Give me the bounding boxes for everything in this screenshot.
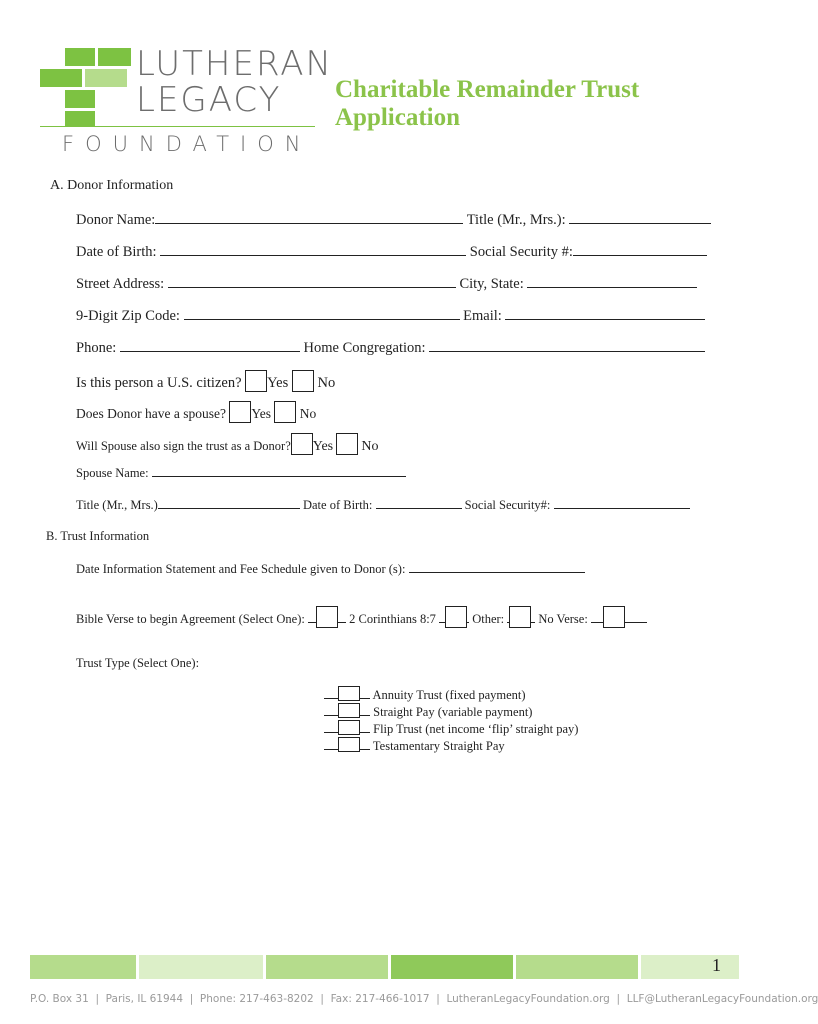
donor-name-row xyxy=(76,210,711,229)
footer-contact: P.O. Box 31 | Paris, IL 61944 | Phone: 217-463-8202 | Fax: 217-466-1017 | LutheranLegacyFoundation.org | LLF@LutheranLegacyFoundation.org xyxy=(30,993,818,1005)
title-field[interactable] xyxy=(569,210,711,224)
spouse-question: Does Donor have a spouse? xyxy=(76,406,226,421)
trust-type-option xyxy=(324,686,578,703)
bible-verse-row xyxy=(76,606,647,628)
trust-type-list xyxy=(324,686,578,754)
spouse-sign-no-checkbox[interactable] xyxy=(336,433,358,455)
footer-website[interactable]: LutheranLegacyFoundation.org xyxy=(446,993,610,1005)
footer-address: P.O. Box 31 xyxy=(30,993,89,1005)
donor-name-label: Donor Name: xyxy=(76,212,156,228)
page-number: 1 xyxy=(712,955,721,975)
spouse-name-field[interactable] xyxy=(152,465,406,477)
trust-testamentary-checkbox[interactable] xyxy=(338,737,360,752)
trust-annuity-label: Annuity Trust (fixed payment) xyxy=(372,688,526,702)
title-label: Title (Mr., Mrs.): xyxy=(466,212,566,228)
verse-other-label: Other: xyxy=(472,612,505,626)
title-line1: Charitable Remainder Trust xyxy=(335,76,640,103)
city-state-field[interactable] xyxy=(527,274,697,288)
trust-annuity-checkbox[interactable] xyxy=(338,686,360,701)
spouse-sign-yes-label: Yes xyxy=(312,439,334,454)
ssn-field[interactable] xyxy=(573,242,707,256)
congregation-field[interactable] xyxy=(429,338,705,352)
trust-flip-checkbox[interactable] xyxy=(338,720,360,735)
footer-fax: Fax: 217-466-1017 xyxy=(330,993,430,1005)
verse-label: Bible Verse to begin Agreement (Select One): xyxy=(76,612,305,626)
spouse-ssn-field[interactable] xyxy=(554,497,690,509)
logo-line2: LEGACY xyxy=(136,80,282,120)
footer-bar xyxy=(266,955,388,979)
spouse-dob-field[interactable] xyxy=(376,497,462,509)
dob-field[interactable] xyxy=(160,242,466,256)
spouse-sign-row xyxy=(76,433,379,455)
spouse-yes-checkbox[interactable] xyxy=(229,401,251,423)
section-a-heading: A. Donor Information xyxy=(50,178,174,193)
footer-bar xyxy=(139,955,263,979)
citizen-row xyxy=(76,370,335,392)
phone-field[interactable] xyxy=(120,338,300,352)
email-field[interactable] xyxy=(505,306,705,320)
date-info-row xyxy=(76,561,585,577)
street-label: Street Address: xyxy=(76,276,165,292)
trust-straight-checkbox[interactable] xyxy=(338,703,360,718)
spouse-title-field[interactable] xyxy=(158,497,300,509)
zip-row xyxy=(76,306,705,325)
phone-row xyxy=(76,338,705,357)
spouse-no-checkbox[interactable] xyxy=(274,401,296,423)
document-title xyxy=(335,76,639,132)
trust-testamentary-label: Testamentary Straight Pay xyxy=(372,739,505,753)
trust-type-option xyxy=(324,720,578,737)
spouse-ssn-label: Social Security#: xyxy=(464,498,551,512)
logo-line1: LUTHERAN xyxy=(136,44,333,84)
trust-flip-label: Flip Trust (net income ‘flip’ straight pay) xyxy=(373,722,579,736)
verse-other-field[interactable] xyxy=(509,606,531,628)
verse-other-checkbox[interactable] xyxy=(445,606,467,628)
footer-bar xyxy=(391,955,513,979)
trust-type-option xyxy=(324,703,578,720)
donor-name-field[interactable] xyxy=(155,210,463,224)
citizen-yes-checkbox[interactable] xyxy=(245,370,267,392)
spouse-no-label: No xyxy=(299,406,317,421)
trust-straight-label: Straight Pay (variable payment) xyxy=(373,705,533,719)
citizen-question: Is this person a U.S. citizen? xyxy=(76,375,242,391)
date-info-label: Date Information Statement and Fee Schedule given to Donor (s): xyxy=(76,562,406,576)
logo-brick xyxy=(65,48,95,66)
spouse-dob-label: Date of Birth: xyxy=(302,498,373,512)
logo-divider xyxy=(40,126,315,127)
footer-email[interactable]: LLF@LutheranLegacyFoundation.org xyxy=(626,993,818,1005)
logo xyxy=(38,44,333,158)
citizen-yes-label: Yes xyxy=(267,375,289,391)
spouse-sign-question: Will Spouse also sign the trust as a Donor? xyxy=(76,439,291,453)
spouse-details-row xyxy=(76,497,690,513)
dob-row xyxy=(76,242,707,261)
email-label: Email: xyxy=(463,308,502,324)
spouse-sign-yes-checkbox[interactable] xyxy=(291,433,313,455)
logo-brick xyxy=(85,69,127,87)
section-b-heading: B. Trust Information xyxy=(46,529,150,543)
footer-bar xyxy=(641,955,739,979)
date-info-field[interactable] xyxy=(409,561,585,573)
verse-none-checkbox[interactable] xyxy=(603,606,625,628)
spouse-sign-no-label: No xyxy=(361,439,379,454)
verse-2cor-label: 2 Corinthians 8:7 xyxy=(349,612,436,626)
title-line2: Application xyxy=(335,104,461,131)
verse-none-label: No Verse: xyxy=(538,612,588,626)
footer-bar xyxy=(30,955,136,979)
dob-label: Date of Birth: xyxy=(76,244,157,260)
zip-label: 9-Digit Zip Code: xyxy=(76,308,180,324)
logo-brick xyxy=(65,111,95,127)
congregation-label: Home Congregation: xyxy=(303,340,426,356)
zip-field[interactable] xyxy=(184,306,460,320)
spouse-row xyxy=(76,401,316,423)
phone-label: Phone: xyxy=(76,340,117,356)
spouse-name-row xyxy=(76,465,406,481)
citizen-no-label: No xyxy=(317,375,336,391)
spouse-yes-label: Yes xyxy=(251,406,271,421)
spouse-title-label: Title (Mr., Mrs.) xyxy=(76,498,158,512)
footer-phone: Phone: 217-463-8202 xyxy=(199,993,314,1005)
city-state-label: City, State: xyxy=(459,276,524,292)
trust-type-label: Trust Type (Select One): xyxy=(76,656,200,670)
footer-bar xyxy=(516,955,638,979)
logo-line3: FOUNDATION xyxy=(62,132,312,156)
citizen-no-checkbox[interactable] xyxy=(292,370,314,392)
trust-type-option xyxy=(324,737,578,754)
spouse-name-label: Spouse Name: xyxy=(76,466,149,480)
logo-brick xyxy=(65,90,95,108)
ssn-label: Social Security #: xyxy=(469,244,573,260)
footer-city: Paris, IL 61944 xyxy=(105,993,184,1005)
verse-2cor-checkbox[interactable] xyxy=(316,606,338,628)
logo-brick xyxy=(98,48,131,66)
logo-brick xyxy=(40,69,82,87)
street-row xyxy=(76,274,697,293)
street-field[interactable] xyxy=(168,274,456,288)
